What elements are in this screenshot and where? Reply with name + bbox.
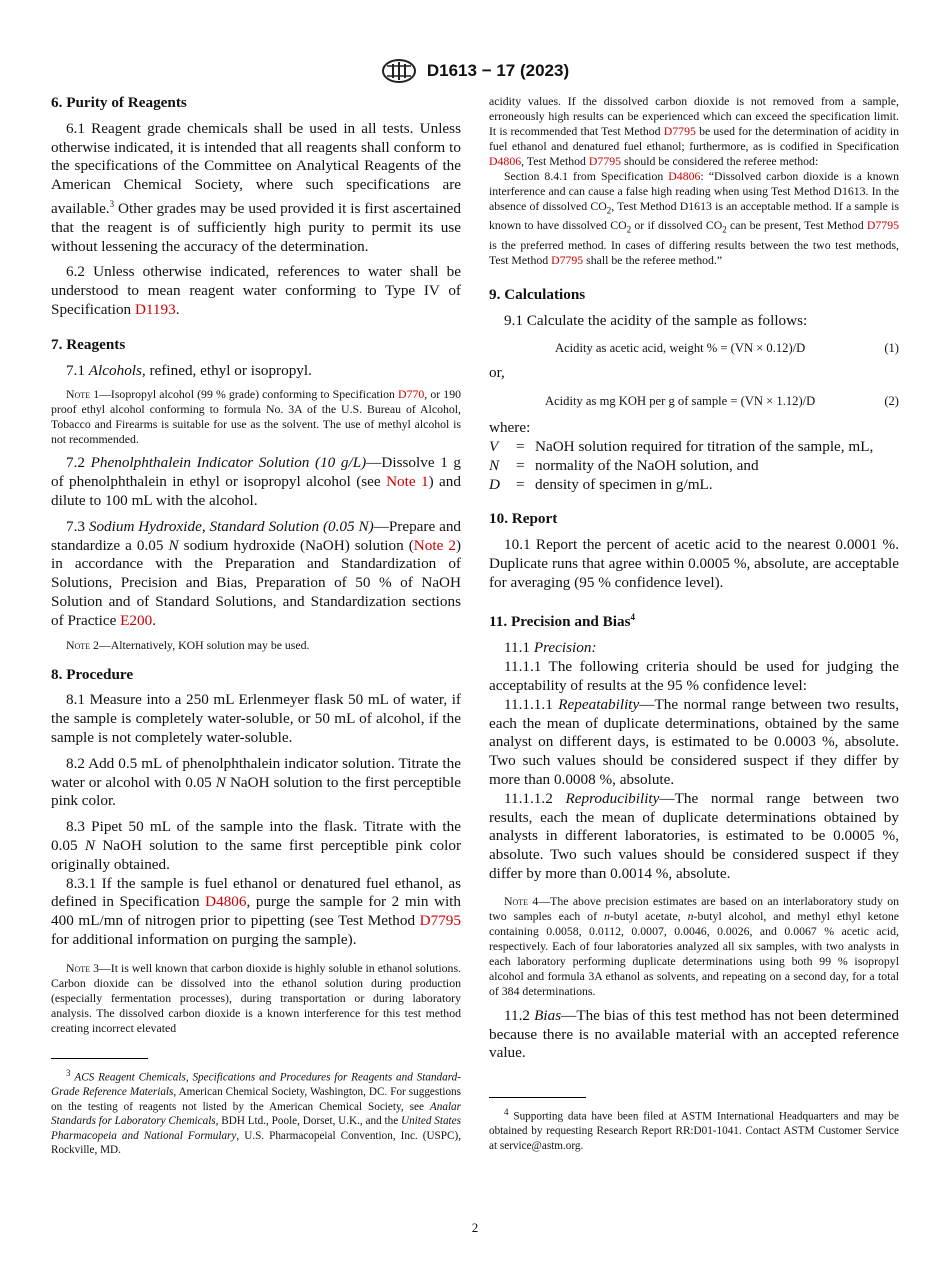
link-d7795[interactable]: D7795 (866, 218, 899, 233)
note-3-continued: acidity values. If the dissolved carbon dioxide is not removed from a sample, erroneously high results can be experienced which can exceed the specification limit. It is recommended that Test Method D7795 be used for the determination of acidity in fuel ethanol and denatured fuel ethanol; furthermore, as is codified in Specification D4806, Test Method D7795 should be considered the referee method: (489, 94, 900, 168)
paragraph-9-1: 9.1 Calculate the acidity of the sample as follows: (504, 311, 808, 329)
equation-2 (489, 389, 899, 411)
section-10-heading: 10. Report (489, 510, 558, 528)
astm-logo-icon (381, 58, 417, 84)
section-6-heading: 6. Purity of Reagents (51, 94, 187, 111)
variable-d: D = density of specimen in g/mL. (489, 475, 713, 493)
link-note-2[interactable]: Note 2 (413, 536, 456, 554)
page-header (0, 58, 950, 84)
link-d770[interactable]: D770 (398, 387, 425, 402)
note-3: Note 3—It is well known that carbon dioxide is highly soluble in ethanol solutions. Carbon dioxide can be dissolved into the ethanol solution during production (especially fermentation processes), during transportation or during laboratory analysis. The dissolved carbon dioxide is a known interference for this test method creating incorrect elevated (51, 960, 461, 1035)
or-text: or, (489, 364, 505, 382)
section-9-heading: 9. Calculations (489, 285, 586, 303)
link-d4806[interactable]: D4806 (205, 893, 247, 911)
equation-2-number: (2) (884, 394, 899, 409)
paragraph-7-1: 7.1 Alcohols, refined, ethyl or isopropyl. (66, 361, 312, 379)
paragraph-8-2: 8.2 Add 0.5 mL of phenolphthalein indicator solution. Titrate the water or alcohol with 0.05 N NaOH solution to the first perceptible pink color. (51, 754, 461, 810)
paragraph-11-1-1: 11.1.1 The following criteria should be used for judging the acceptability of results at the 95 % confidence level: (489, 658, 899, 694)
link-d7795[interactable]: D7795 (419, 912, 461, 930)
section-8-heading: 8. Procedure (51, 665, 134, 683)
paragraph-7-3: 7.3 Sodium Hydroxide, Standard Solution (0.05 N)—Prepare and standardize a 0.05 N sodium hydroxide (NaOH) solution (Note 2) in accordance with the Preparation and Standardization of Solutions, Precision and Bias, Preparation of 50 % of NaOH Solution and of Standard Solutions, and Standardization sections of Practice E200. (51, 517, 462, 629)
document-designation: D1613 − 17 (2023) (426, 61, 570, 80)
link-d7795[interactable]: D7795 (551, 252, 584, 267)
paragraph-11-1: 11.1 Precision: (504, 639, 597, 657)
section-11-heading: 11. Precision and Bias$^4$ (489, 612, 635, 631)
link-d4806[interactable]: D4806 (668, 169, 701, 183)
link-d4806[interactable]: D4806 (489, 154, 522, 168)
paragraph-6-2: 6.2 Unless otherwise indicated, references to water shall be understood to mean reagent water conforming to Type IV of Specification D1193. (51, 263, 461, 319)
right-column (489, 94, 899, 1154)
footnote-rule (51, 1058, 148, 1059)
left-column (51, 94, 461, 1158)
footnote-4: $^4$ Supporting data have been filed at ASTM International Headquarters and may be obtained by requesting Research Report RR:D01-1041. Contact ASTM Customer Service at service@astm.org. (489, 1107, 899, 1153)
equation-1-number: (1) (884, 341, 899, 356)
note-2: Note 2—Alternatively, KOH solution may be used. (66, 637, 310, 652)
equation-1 (489, 336, 899, 358)
link-e200[interactable]: E200 (120, 611, 153, 629)
quote-d4806: Section 8.4.1 from Specification D4806: “Dissolved carbon dioxide is a known interference and can cause a false high reading when using Test Method D1613. In the absence of dissolved $CO_2$, Test Method D1613 is an acceptable method. If a sample is known to have dissolved $CO_2$ or if dissolved $CO_2$ can be present, Test Method D7795 is the preferred method. In cases of differing results between the two test methods, Test Method D7795 shall be the referee method.” (489, 169, 899, 267)
paragraph-8-3: 8.3 Pipet 50 mL of the sample into the flask. Titrate with the 0.05 N NaOH solution to the same first perceptible pink color originally obtained. (51, 818, 462, 873)
paragraph-11-1-1-1: 11.1.1.1 Repeatability—The normal range between two results, each the mean of duplicate determinations, obtained by the same analyst on different days, is estimated to be 0.0003 %, absolute. Two such values should be considered suspect if they differ by more than 0.0008 %, absolute. (489, 695, 900, 788)
equation-2-text: Acidity as mg KOH per g of sample = (VN × 1.12)/D (545, 394, 816, 409)
variable-list (489, 438, 899, 494)
note-1: Note 1—Isopropyl alcohol (99 % grade) conforming to Specification D770, or 190 proof ethyl alcohol conforming to formula No. 3A of the U.S. Bureau of Alcohol, Tobacco and Firearms is suitable for use as the solvent. The use of methyl alcohol is not recommended. (51, 387, 462, 447)
link-d7795[interactable]: D7795 (588, 154, 622, 168)
page-number: 2 (471, 1220, 479, 1235)
paragraph-10-1: 10.1 Report the percent of acetic acid to the nearest 0.0001 %. Duplicate runs that agree within 0.0005 %, absolute, are acceptable for averaging (95 % confidence level). (489, 536, 899, 591)
link-note-1[interactable]: Note 1 (386, 473, 429, 491)
footnote-rule (489, 1097, 586, 1098)
where-text: where: (489, 419, 531, 437)
link-d7795[interactable]: D7795 (663, 124, 696, 138)
variable-v: V = NaOH solution required for titration of the sample, mL, (489, 437, 874, 455)
paragraph-11-2: 11.2 Bias—The bias of this test method has not been determined because there is no available material with an accepted reference value. (489, 1006, 900, 1062)
paragraph-11-1-1-2: 11.1.1.2 Reproducibility—The normal range between two results, each the mean of duplicate determinations obtained by analysts in different laboratories, is estimated to be 0.0005 %, absolute. Two such values should be considered suspect if they differ by more than 0.0014 %, absolute. (489, 789, 899, 882)
paragraph-7-2: 7.2 Phenolphthalein Indicator Solution (10 g/L)—Dissolve 1 g of phenolphthalein in ethyl or isopropyl alcohol (see Note 1) and dilute to 100 mL with the alcohol. (51, 454, 461, 510)
paragraph-8-3-1: 8.3.1 If the sample is fuel ethanol or denatured fuel ethanol, as defined in Specification D4806, purge the sample for 2 min with 400 mL/mn of nitrogen prior to pipetting (see Test Method D7795 for additional information on purging the sample). (51, 874, 461, 948)
note-4: Note 4—The above precision estimates are based on an interlaboratory study on two samples each of n-butyl acetate, n-butyl alcohol, and methyl ethyl ketone containing 0.0058, 0.0112, 0.0007, 0.0046, 0.0026, and 0.0067 % acetic acid, respectively. Each of four laboratories analyzed all six samples, with two analysts in each laboratory performing duplicate determinations using both 99 % isopropyl alcohol and formula 3A ethanol as solvents, and repeating on a second day, for a total of 384 determinations. (489, 893, 899, 998)
link-d1193[interactable]: D1193 (134, 301, 176, 319)
variable-n: N = normality of the NaOH solution, and (489, 456, 759, 474)
section-7-heading: 7. Reagents (51, 335, 126, 353)
paragraph-6-1: 6.1 Reagent grade chemicals shall be used in all tests. Unless otherwise indicated, it is intended that all reagents shall conform to the specifications of the Committee on Analytical Reagents of the American Chemical Society, where such specifications are available.$^3$ Other grades may be used provided it is first ascertained that the reagent is of sufficiently high purity to permit its use without lessening the accuracy of the determination. (51, 119, 461, 255)
paragraph-8-1: 8.1 Measure into a 250 mL Erlenmeyer flask 50 mL of water, if the sample is completely water-soluble, or 50 mL of alcohol, if the sample is not completely water-soluble. (51, 691, 461, 746)
equation-1-text: Acidity as acetic acid, weight % = (VN × 0.12)/D (555, 341, 806, 356)
footnote-3: $^3$ ACS Reagent Chemicals, Specifications and Procedures for Reagents and Standard-Grade Reference Materials, American Chemical Society, Washington, DC. For suggestions on the testing of reagents not listed by the American Chemical Society, see Analar Standards for Laboratory Chemicals, BDH Ltd., Poole, Dorset, U.K., and the United States Pharmacopeia and National Formulary, U.S. Pharmacopeial Convention, Inc. (USPC), Rockville, MD. (51, 1067, 462, 1157)
